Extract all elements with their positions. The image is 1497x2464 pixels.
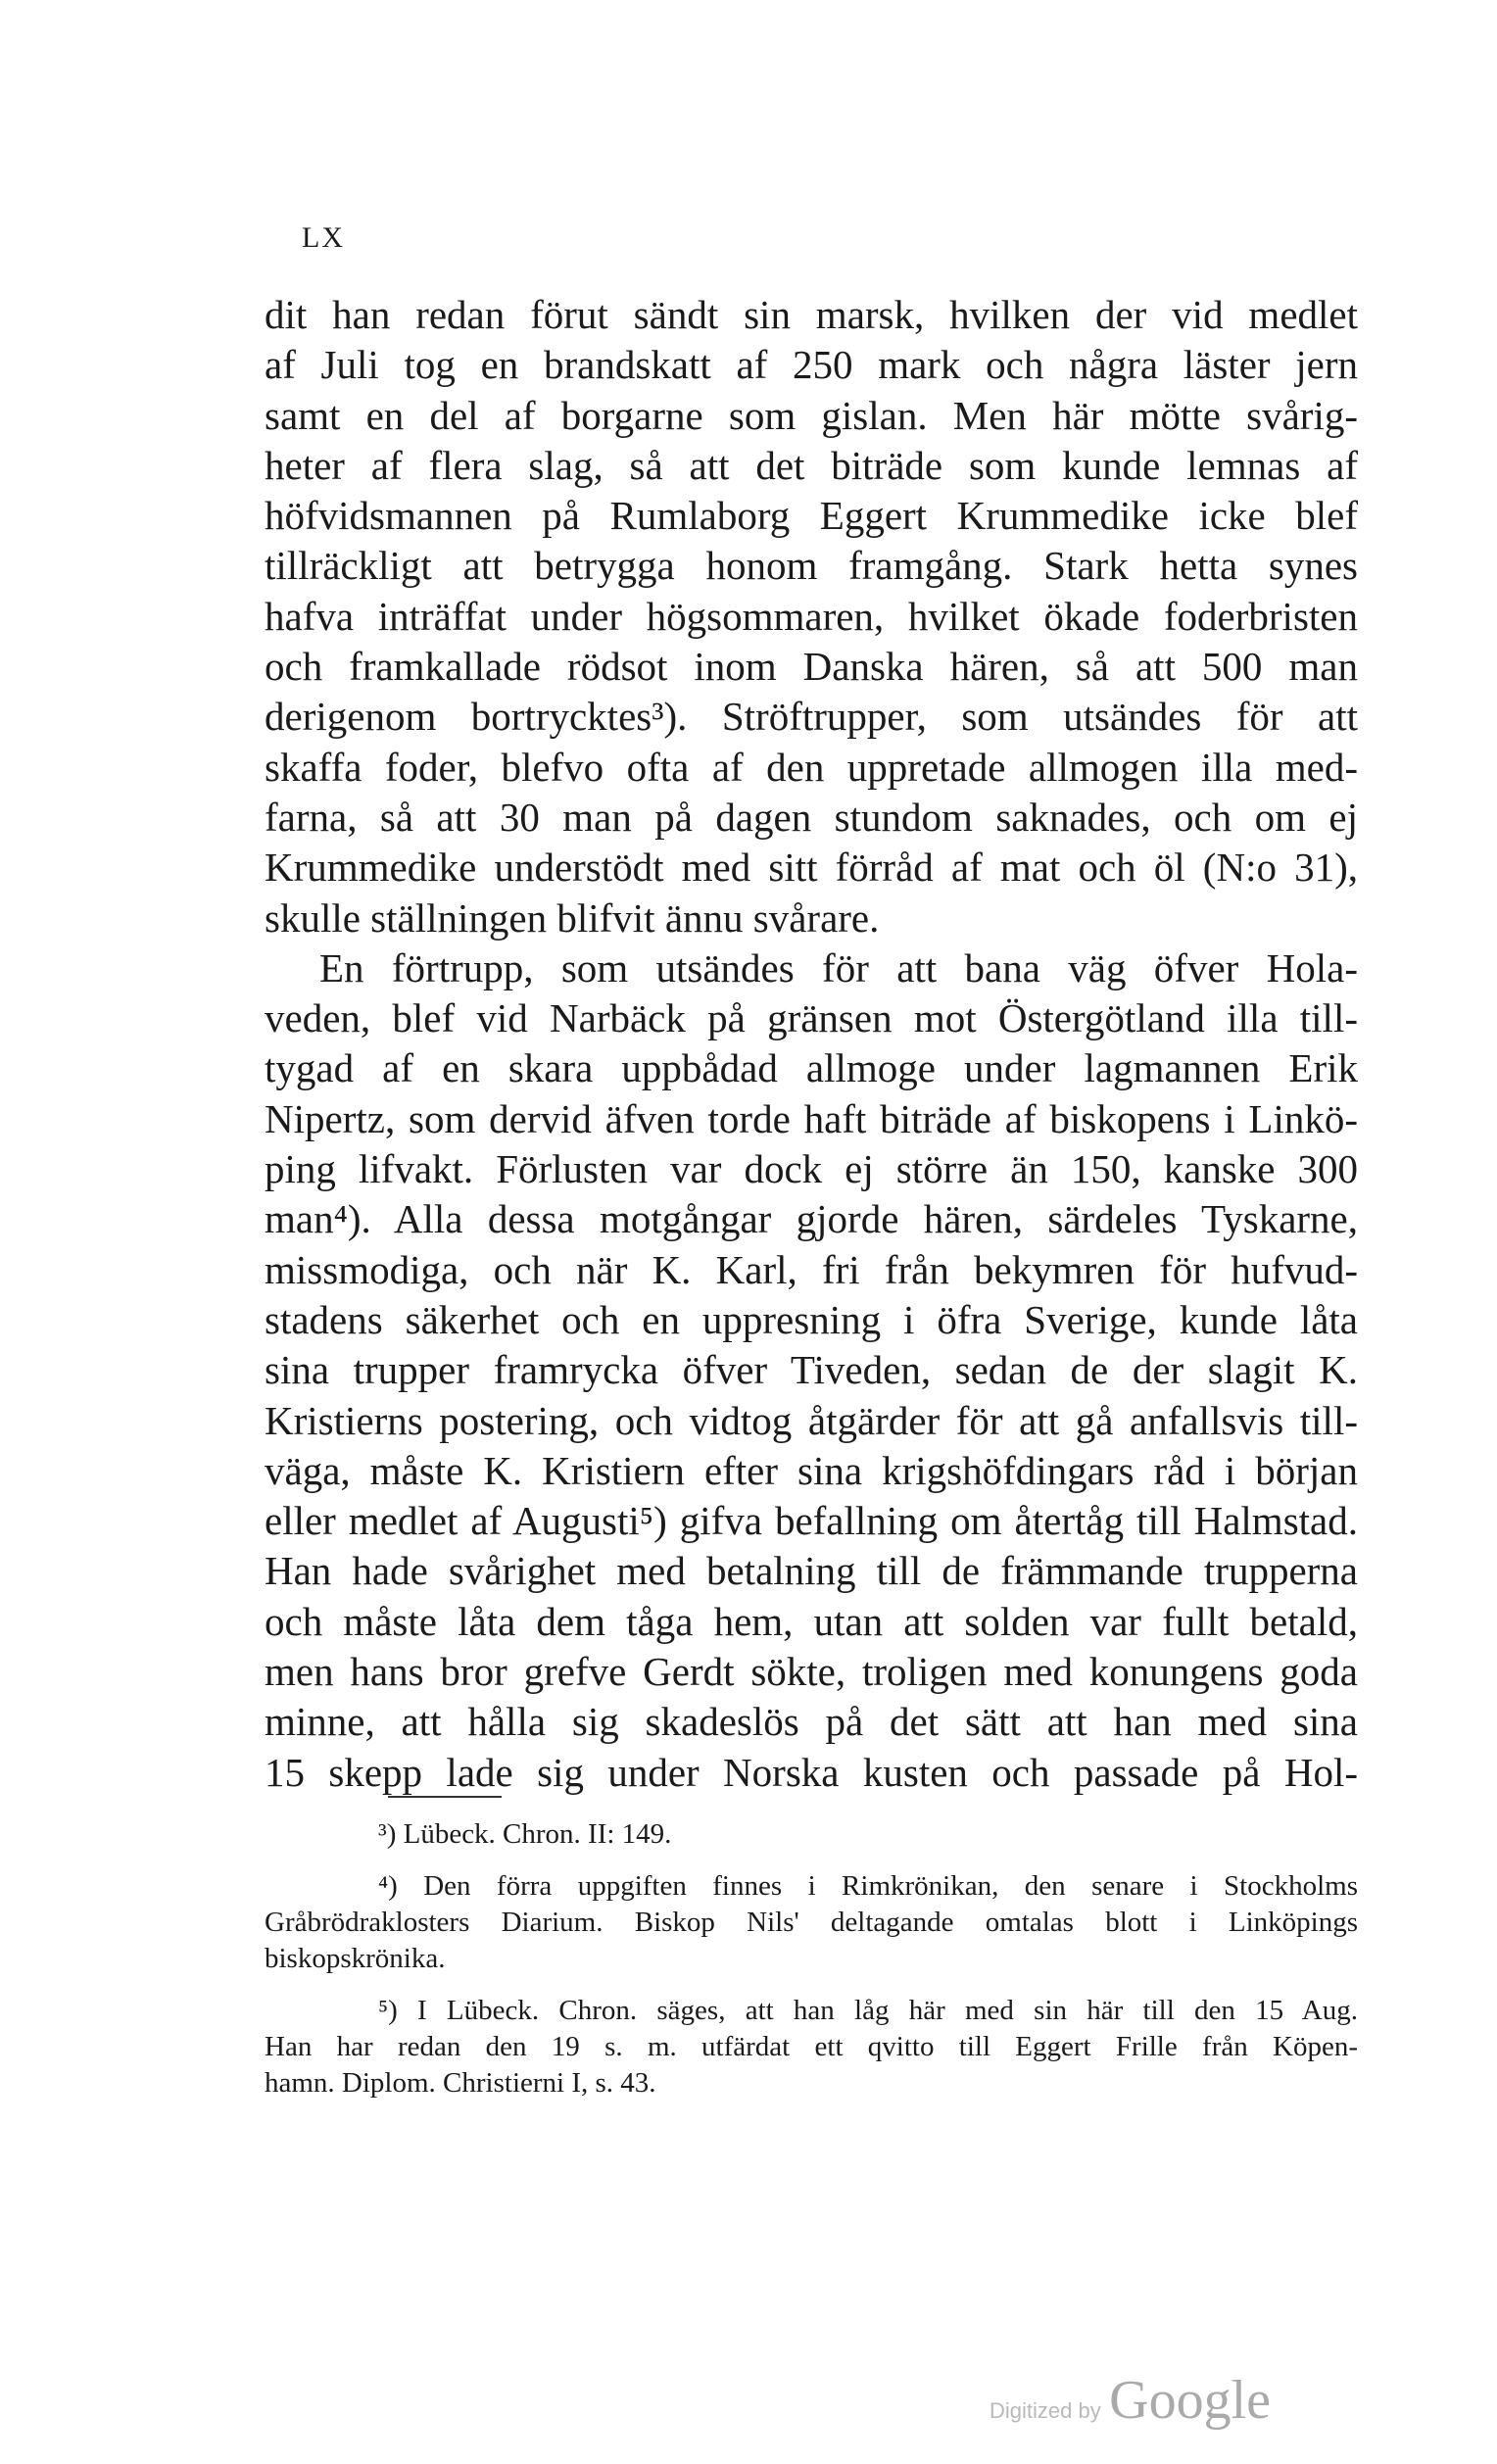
- body-line: Krummedike understödt med sitt förråd af mat och öl (N:o 31),: [265, 845, 1358, 891]
- body-line: hafva inträffat under högsommaren, hvilket ökade foderbristen: [265, 593, 1358, 639]
- body-line: sina trupper framrycka öfver Tiveden, sedan de der slagit K.: [265, 1347, 1358, 1393]
- body-line: skulle ställningen blifvit ännu svårare.: [265, 894, 880, 941]
- body-line: heter af flera slag, så att det biträde som kunde lemnas af: [265, 442, 1358, 488]
- footnote-5-line: ⁵) I Lübeck. Chron. säges, att han låg här med sin här till den 15 Aug.: [378, 1995, 1358, 2026]
- body-line: ping lifvakt. Förlusten var dock ej större än 150, kanske 300: [265, 1146, 1358, 1192]
- body-line: Han hade svårighet med betalning till de främmande trupperna: [265, 1548, 1358, 1594]
- footnote-gap: [265, 1977, 1358, 1993]
- body-line: höfvidsmannen på Rumlaborg Eggert Krummedike icke blef: [265, 493, 1358, 539]
- body-line: af Juli tog en brandskatt af 250 mark och några läster jern: [265, 342, 1358, 388]
- body-line: tygad af en skara uppbådad allmoge under lagmannen Erik: [265, 1045, 1358, 1091]
- main-text: [265, 290, 1358, 1798]
- body-line: samt en del af borgarne som gislan. Men här mötte svårig-: [265, 392, 1358, 438]
- page-number: LX: [302, 221, 345, 254]
- body-line: Nipertz, som dervid äfven torde haft biträde af biskopens i Linkö-: [265, 1095, 1358, 1141]
- body-line: minne, att hålla sig skadeslös på det sätt att han med sina: [265, 1699, 1358, 1745]
- body-line: dit han redan förut sändt sin marsk, hvilken der vid medlet: [265, 292, 1358, 337]
- footnotes: [265, 1816, 1358, 2102]
- footnote-4-line: Gråbrödraklosters Diarium. Biskop Nils' deltagande omtalas blott i Linköpings: [265, 1907, 1358, 1938]
- body-line: tillräckligt att betrygga honom framgång. Stark hetta synes: [265, 543, 1358, 589]
- footnote-4-line: ⁴) Den förra uppgiften finnes i Rimkrönikan, den senare i Stockholms: [378, 1870, 1358, 1902]
- footnote-5-line: Han har redan den 19 s. m. utfärdat ett qvitto till Eggert Frille från Köpen-: [265, 2031, 1358, 2062]
- footnote-3-line: ³) Lübeck. Chron. II: 149.: [378, 1818, 672, 1850]
- digitized-by-text: Digitized by: [990, 2398, 1101, 2423]
- footnote-gap: [265, 1853, 1358, 1868]
- body-line: skaffa foder, blefvo ofta af den uppretade allmogen illa med-: [265, 744, 1358, 790]
- body-line-paragraph-start: En förtrupp, som utsändes för att bana väg öfver Hola-: [319, 944, 1358, 990]
- body-line: man⁴). Alla dessa motgångar gjorde hären, särdeles Tyskarne,: [265, 1196, 1358, 1242]
- body-line: derigenom bortrycktes³). Ströftrupper, som utsändes för att: [265, 694, 1358, 740]
- digitized-watermark: [990, 2369, 1271, 2432]
- body-line: och måste låta dem tåga hem, utan att solden var fullt betald,: [265, 1598, 1358, 1644]
- google-logo: Google: [1109, 2370, 1272, 2431]
- footnote-5-line: hamn. Diplom. Christierni I, s. 43.: [265, 2067, 656, 2099]
- body-line: missmodiga, och när K. Karl, fri från bekymren för hufvud-: [265, 1246, 1358, 1292]
- body-line: Kristierns postering, och vidtog åtgärder för att gå anfallsvis till-: [265, 1397, 1358, 1443]
- body-line: eller medlet af Augusti⁵) gifva befallning om återtåg till Halmstad.: [265, 1498, 1358, 1544]
- footnote-4-line: biskopskrönika.: [265, 1943, 446, 1974]
- body-line: farna, så att 30 man på dagen stundom saknades, och om ej: [265, 794, 1358, 840]
- footnote-divider: [388, 1796, 502, 1798]
- body-line: stadens säkerhet och en uppresning i öfra Sverige, kunde låta: [265, 1296, 1358, 1342]
- body-line: väga, måste K. Kristiern efter sina krigshöfdingars råd i början: [265, 1447, 1358, 1493]
- body-line: och framkallade rödsot inom Danska hären, så att 500 man: [265, 644, 1358, 690]
- body-line: men hans bror grefve Gerdt sökte, troligen med konungens goda: [265, 1649, 1358, 1695]
- body-line: veden, blef vid Narbäck på gränsen mot Östergötland illa till-: [265, 995, 1358, 1041]
- body-line: 15 skepp lade sig under Norska kusten och passade på Hol-: [265, 1749, 1358, 1795]
